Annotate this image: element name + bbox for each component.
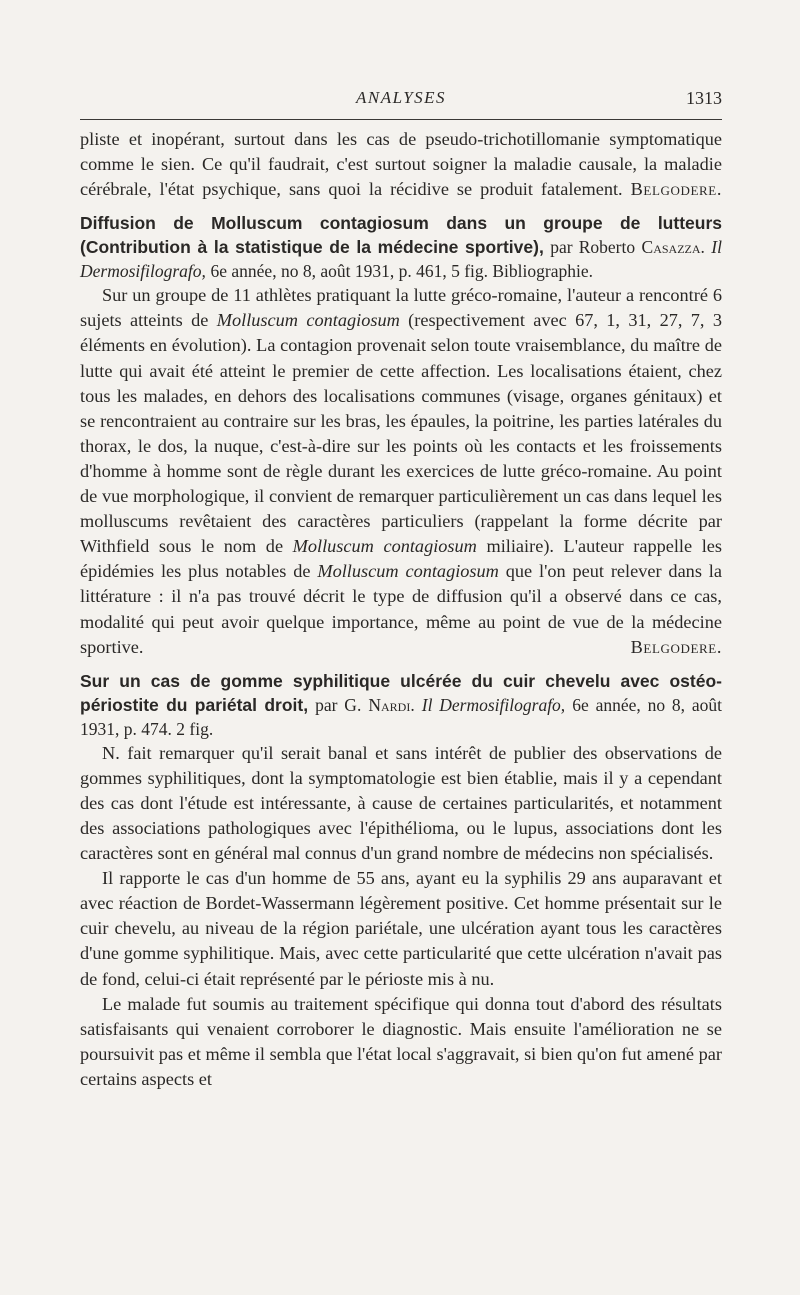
article1-journal: Il Dermosifilografo, bbox=[80, 237, 722, 282]
article2-journal: Il Dermosifilografo, bbox=[421, 694, 566, 715]
article2-heading bbox=[80, 669, 722, 741]
article1-text-a: Sur un groupe de 11 athlètes pratiquant la lutte gréco-romaine, l'auteur a rencontré 6 sujets atteints de bbox=[80, 285, 722, 331]
article2-author: Nardi. bbox=[368, 694, 415, 715]
running-head bbox=[80, 88, 722, 112]
intro-text: pliste et inopérant, surtout dans les cas de pseudo-trichotillomanie symptomatique comme le sien. Ce qu'il faudrait, c'est surtout soigner la maladie causale, la maladie cérébrale, l'état psychique, sans quoi la récidive se produit fatalement. bbox=[80, 129, 722, 200]
article2-by: par G. bbox=[315, 694, 362, 715]
running-head-title: ANALYSES bbox=[355, 88, 447, 107]
article1-italic-2: Molluscum contagiosum bbox=[292, 536, 477, 557]
intro-paragraph bbox=[80, 127, 722, 202]
article1-text-d: que l'on peut relever dans la littérature : il n'a pas trouvé décrit le type de diffusion qu'il a observé dans ce cas, modalité qui peut avoir quelque importance, même au point de vue de la médecine sportive. bbox=[80, 561, 722, 657]
article2-details: 6e année, no 8, août 1931, p. 474. 2 fig. bbox=[80, 694, 722, 739]
article1-italic-1: Molluscum contagiosum bbox=[216, 310, 400, 331]
article2-paragraph-3: Le malade fut soumis au traitement spécifique qui donna tout d'abord des résultats satisfaisants qui venaient corroborer le diagnostic. Mais ensuite l'amélioration ne se poursuivit pas et même il sembla que l'état local s'aggravait, si bien qu'on fut amené par certains aspects et bbox=[80, 993, 722, 1089]
article1-author: Casazza. bbox=[641, 237, 705, 258]
article2-paragraph-1: N. fait remarquer qu'il serait banal et sans intérêt de publier des observations de gommes syphilitiques, dont la symptomatologie est bien établie, mais il y a cependant des cas dont l'étude est intéressante, à cause de certaines particularités, et notamment des associations pathologiques avec l'épithélioma, ou le lupus, associations dont les caractères sont en général mal connus d'un grand nombre de médecins non spécialisés. bbox=[80, 742, 722, 864]
article1-text-c: miliaire). L'auteur rappelle les épidémies les plus notables de bbox=[80, 536, 722, 582]
page-number: 1313 bbox=[686, 88, 722, 108]
article1-text-b: (respectivement avec 67, 1, 31, 27, 7, 3 éléments en évolution). La contagion provenait selon toute vraisemblance, du maître de lutte qui avait été atteint le premier de cette affection. Les localisations étaient, chez tous les malades, en dehors des localisations communes (visage, organes génitaux) et se rencontraient au contraire sur les bras, les épaules, la poitrine, les parties latérales du thorax, le dos, la nuque, c'est-à-dire sur les points où les contacts et les froissements d'homme à homme sont de règle durant les exercices de lutte gréco-romaine. Au point de vue morphologique, il convient de remarquer particulièrement un cas dans lequel les molluscums revêtaient des caractères particuliers (rappelant la forme décrite par Withfield sous le nom de bbox=[80, 310, 722, 557]
article1-title: Diffusion de Molluscum contagiosum dans un groupe de lutteurs (Contribution à la statistique de la médecine sportive), bbox=[80, 213, 722, 258]
page-body bbox=[80, 127, 722, 1092]
header-rule bbox=[80, 119, 722, 120]
article1-heading bbox=[80, 211, 722, 283]
intro-signature: Belgodere. bbox=[630, 179, 722, 200]
article1-paragraph bbox=[80, 283, 722, 659]
article1-signature: Belgodere. bbox=[630, 636, 722, 657]
article1-italic-3: Molluscum contagiosum bbox=[317, 561, 499, 582]
article2-title: Sur un cas de gomme syphilitique ulcérée du cuir chevelu avec ostéo-périostite du pariétal droit, bbox=[80, 670, 722, 715]
article1-by: par Roberto bbox=[550, 237, 636, 258]
article1-details: 6e année, no 8, août 1931, p. 461, 5 fig. Bibliographie. bbox=[210, 261, 593, 282]
article2-paragraph-2: Il rapporte le cas d'un homme de 55 ans, ayant eu la syphilis 29 ans auparavant et avec réaction de Bordet-Wassermann légèrement positive. Cet homme présentait sur le cuir chevelu, au niveau de la région pariétale, une ulcération ayant tous les caractères d'une gomme syphilitique. Mais, avec cette particularité que cette ulcération n'avait pas de fond, celui-ci était représenté par le périoste mis à nu. bbox=[80, 868, 722, 989]
